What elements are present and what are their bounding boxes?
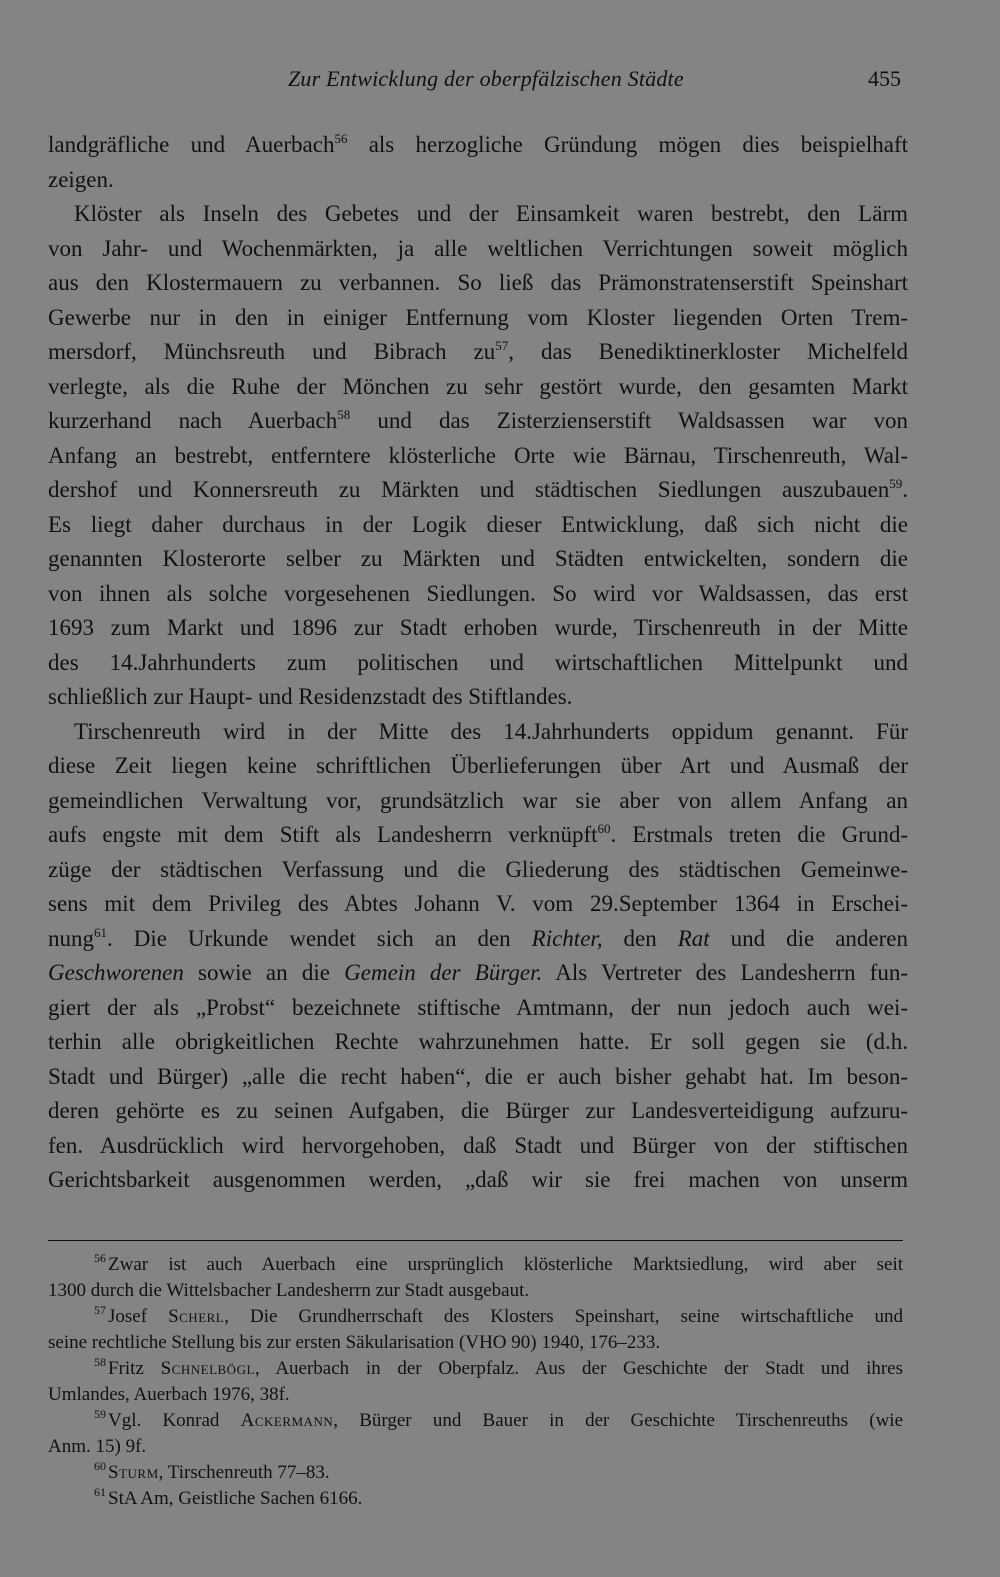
- text-line: zeigen.: [48, 166, 114, 192]
- text-line: Stadt und Bürger) „alle die recht haben“, die er auch bisher gehabt hat. Im beson-: [48, 1063, 908, 1089]
- text-line: schließlich zur Haupt- und Residenzstadt des Stiftlandes.: [48, 684, 573, 709]
- text-line: genannten Klosterorte selber zu Märkten und Städten entwickelten, sondern die: [48, 546, 908, 571]
- footnote-line: seine rechtliche Stellung bis zur ersten Säkularisation (VHO 90) 1940, 176–233.: [48, 1332, 661, 1353]
- text-line: Gewerbe nur in den in einiger Entfernung vom Kloster liegenden Orten Trem-: [48, 304, 908, 330]
- text-line: aufs engste mit dem Stift als Landesherrn verknüpft$^{60}$. Erstmals treten die Grund-: [48, 821, 908, 847]
- body-text: [48, 128, 908, 1198]
- text-line: von ihnen als solche vorgesehenen Siedlungen. So wird vor Waldsassen, das erst: [48, 580, 908, 606]
- text-line: terhin alle obrigkeitlichen Rechte wahrzunehmen hatte. Er soll gegen sie (d.h.: [48, 1029, 908, 1054]
- text-line: mersdorf, Münchsreuth und Bibrach $zu^{57}$, das Benediktinerkloster Michelfeld: [48, 338, 908, 364]
- text-line: verlegte, als die Ruhe der Mönchen zu sehr gestört wurde, den gesamten Markt: [48, 373, 908, 399]
- text-line: nung$^{61}$. Die Urkunde wendet sich an den Richter, den Rat und die anderen: [48, 924, 908, 951]
- text-line: von Jahr- und Wochenmärkten, ja alle weltlichen Verrichtungen soweit möglich: [48, 235, 908, 261]
- text-line: Tirschenreuth wird in der Mitte des 14.Jahrhunderts oppidum genannt. Für: [74, 718, 908, 744]
- footnote-60: $^{60}$ Sturm, Tirschenreuth 77–83.: [94, 1459, 330, 1483]
- footnote-61: $^{61}$ StA Am, Geistliche Sachen 6166.: [94, 1485, 363, 1509]
- footnote-line: Anm. 15) 9f.: [48, 1436, 147, 1457]
- text-line: aus den Klostermauern zu verbannen. So ließ das Prämonstratenserstift Speinshart: [48, 270, 908, 295]
- text-line: Es liegt daher durchaus in der Logik dieser Entwicklung, daß sich nicht die: [48, 511, 908, 537]
- footnotes: [48, 1252, 903, 1512]
- text-line: 1693 zum Markt und 1896 zur Stadt erhoben wurde, Tirschenreuth in der Mitte: [48, 615, 908, 640]
- running-head: [0, 66, 1000, 100]
- footnote-59: $^{59}$ Vgl. Konrad Ackermann, Bürger und Bauer in der Geschichte Tirschenreuths (wie: [94, 1407, 903, 1431]
- footnote-ref: 56: [334, 131, 348, 146]
- running-title: Zur Entwicklung der oberpfälzischen Städte: [288, 66, 684, 91]
- page-number: 455: [868, 66, 901, 91]
- text-line: kurzerhand nach Auerbach$^{58}$ und das Zisterzienserstift Waldsassen war von: [48, 407, 908, 433]
- text-line: gemeindlichen Verwaltung vor, grundsätzlich war sie aber von allem Anfang an: [48, 787, 908, 813]
- text-line: des 14.Jahrhunderts zum politischen und wirtschaftlichen Mittelpunkt und: [48, 649, 908, 675]
- footnote-ref: 61: [94, 924, 107, 940]
- text-line: deren gehörte es zu seinen Aufgaben, die Bürger zur Landesverteidigung aufzuru-: [48, 1098, 908, 1123]
- footnote-ref: 58: [337, 407, 351, 422]
- text-line: giert der als „Probst“ bezeichnete stiftische Amtmann, der nun jedoch auch wei-: [48, 994, 908, 1020]
- text-line: züge der städtischen Verfassung und die Gliederung des städtischen Gemeinwe-: [48, 856, 908, 882]
- footnote-ref: 60: [597, 821, 611, 836]
- footnote-57: $^{57}$ Josef Scherl, Die Grundherrschaft des Klosters Speinshart, seine wirtschaftliche und: [94, 1303, 903, 1327]
- text-line: fen. Ausdrücklich wird hervorgehoben, daß Stadt und Bürger von der stiftischen: [48, 1132, 908, 1158]
- text-line: diese Zeit liegen keine schriftlichen Überlieferungen über Art und Ausmaß der: [48, 753, 908, 778]
- footnote-58: $^{58}$ Fritz Schnelbögl, Auerbach in der Oberpfalz. Aus der Geschichte der Stadt und ihres: [94, 1355, 904, 1379]
- footnote-line: 1300 durch die Wittelsbacher Landesherrn zur Stadt ausgebaut.: [48, 1280, 530, 1301]
- text-line: Anfang an bestrebt, entferntere klösterliche Orte wie Bärnau, Tirschenreuth, Wal-: [48, 442, 908, 468]
- text-line: sens mit dem Privileg des Abtes Johann V. vom 29.September 1364 in Erschei-: [48, 891, 908, 916]
- footnote-line: Umlandes, Auerbach 1976, 38f.: [48, 1384, 290, 1405]
- text-line: Klöster als Inseln des Gebetes und der Einsamkeit waren bestrebt, den Lärm: [74, 201, 908, 226]
- footnote-56: $^{56}$ Zwar ist auch Auerbach eine ursprünglich klösterliche Marktsiedlung, wird aber seit: [94, 1251, 903, 1275]
- text-line: landgräfliche und Auerbach$^{56}$ als herzogliche Gründung mögen dies beispielhaft: [48, 131, 908, 157]
- text-line: dershof und Konnersreuth zu Märkten und städtischen Siedlungen auszubauen$^{59}$.: [48, 476, 908, 502]
- text-line: Gerichtsbarkeit ausgenommen werden, „daß wir sie frei machen von unserm: [48, 1167, 908, 1192]
- footnote-ref: 59: [889, 476, 903, 491]
- footnote-ref: 57: [495, 338, 509, 353]
- footnote-divider: [48, 1240, 903, 1241]
- text-line: Geschworenen sowie an die Gemein der Bürger. Als Vertreter des Landesherrn fun-: [48, 960, 908, 985]
